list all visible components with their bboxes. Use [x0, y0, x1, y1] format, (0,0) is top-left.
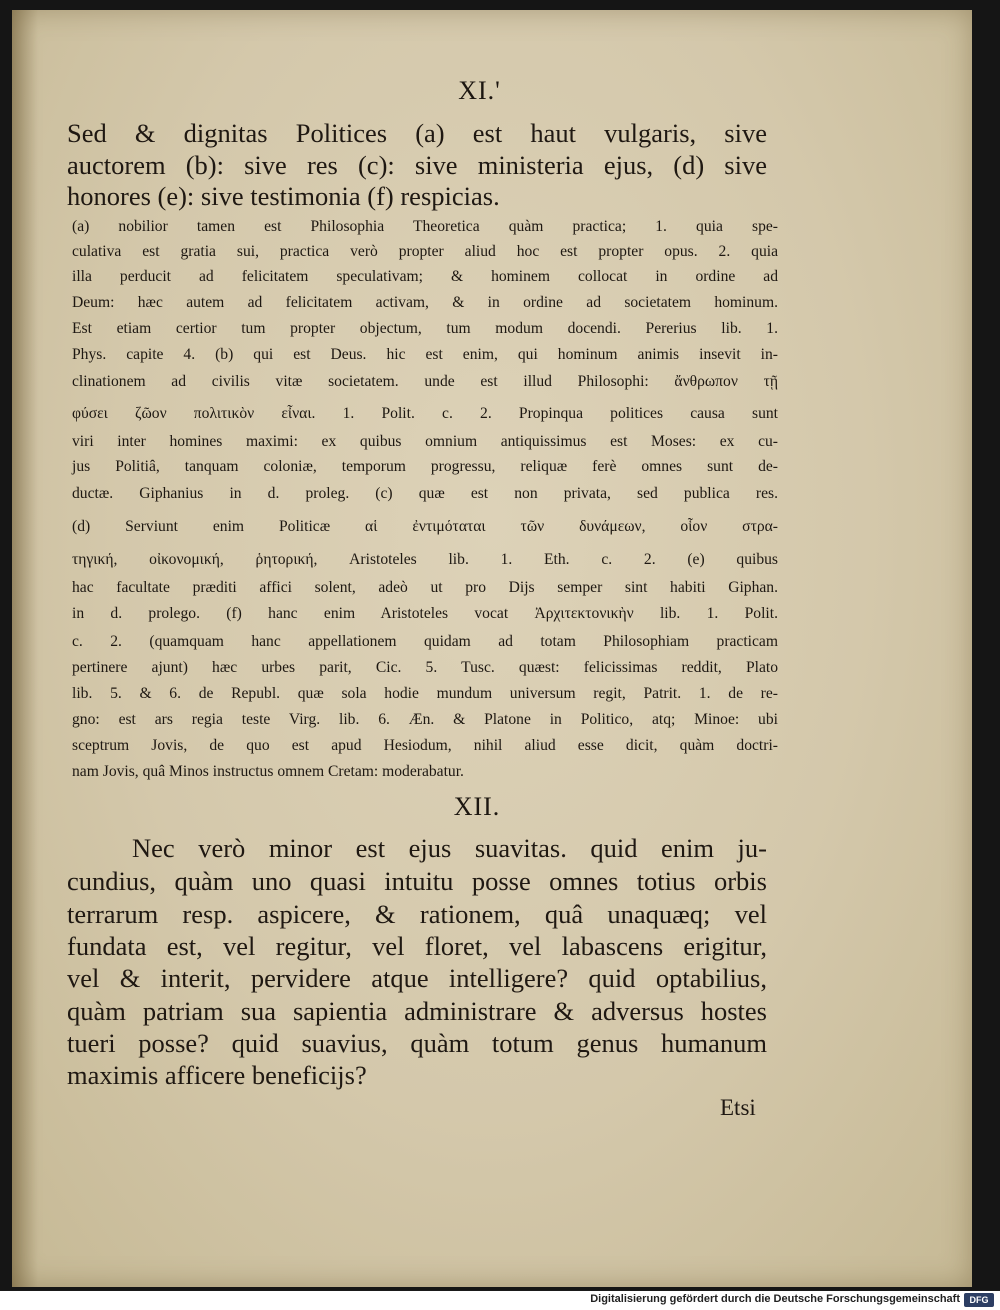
- note-line: c. 2. (quamquam hanc appellationem quidam ad totam Philosophiam practicam: [72, 633, 778, 650]
- note-line: (d) Serviunt enim Politicæ αἱ ἐντιμόταται τῶν δυνάμεων, οἷον στρα-: [72, 518, 778, 535]
- note-line: in d. prolego. (f) hanc enim Aristoteles vocat Ἀρχιτεκτονικὴν lib. 1. Polit.: [72, 605, 778, 622]
- main-text-line: honores (e): sive testimonia (f) respicias.: [67, 181, 500, 211]
- note-line: hac facultate præditi affici solent, adeò ut pro Dijs semper sint habiti Giphan.: [72, 579, 778, 596]
- note-line: nam Jovis, quâ Minos instructus omnem Cretam: moderabatur.: [72, 763, 464, 780]
- catchword: Etsi: [720, 1095, 756, 1120]
- section-heading-xi: XI.': [458, 76, 501, 105]
- footer-bar: [0, 1291, 1000, 1310]
- main-text-line: Nec verò minor est ejus suavitas. quid enim ju-: [132, 833, 767, 863]
- note-line: Deum: hæc autem ad felicitatem activam, & in ordine ad societatem hominum.: [72, 294, 778, 311]
- note-line: pertinere ajunt) hæc urbes parit, Cic. 5. Tusc. quæst: felicissimas reddit, Plato: [72, 659, 778, 676]
- note-line: culativa est gratia sui, practica verò propter aliud hoc est propter opus. 2. quia: [72, 243, 778, 260]
- main-text-line: cundius, quàm uno quasi intuitu posse omnes totius orbis: [67, 866, 767, 896]
- book-page: [12, 10, 972, 1287]
- note-line: viri inter homines maximi: ex quibus omnium antiquissimus est Moses: ex cu-: [72, 433, 778, 450]
- note-line: gno: est ars regia teste Virg. lib. 6. Æn. & Platone in Politico, atq; Minoe: ubi: [72, 711, 778, 728]
- funding-notice: Digitalisierung gefördert durch die Deutsche Forschungsgemeinschaft: [590, 1293, 960, 1305]
- note-line: sceptrum Jovis, de quo est apud Hesiodum, nihil aliud esse dicit, quàm doctri-: [72, 737, 778, 754]
- main-text-line: fundata est, vel regitur, vel floret, vel labascens erigitur,: [67, 931, 767, 961]
- note-line: Phys. capite 4. (b) qui est Deus. hic est enim, qui hominum animis insevit in-: [72, 346, 778, 363]
- note-line: ductæ. Giphanius in d. proleg. (c) quæ est non privata, sed publica res.: [72, 485, 778, 502]
- note-line: illa perducit ad felicitatem speculativam; & hominem collocat in ordine ad: [72, 268, 778, 285]
- note-line: (a) nobilior tamen est Philosophia Theoretica quàm practica; 1. quia spe-: [72, 218, 778, 235]
- main-text-line: auctorem (b): sive res (c): sive ministeria ejus, (d) sive: [67, 150, 767, 180]
- main-text-line: Sed & dignitas Politices (a) est haut vulgaris, sive: [67, 118, 767, 148]
- note-line: clinationem ad civilis vitæ societatem. unde est illud Philosophi: ἄνθρωπον τῇ: [72, 373, 778, 390]
- note-line: φύσει ζῶον πολιτικὸν εἶναι. 1. Polit. c. 2. Propinqua politices causa sunt: [72, 405, 778, 422]
- dfg-logo: DFG: [964, 1293, 994, 1307]
- main-text-line: quàm patriam sua sapientia administrare & adversus hostes: [67, 996, 767, 1026]
- note-line: Est etiam certior tum propter objectum, tum modum docendi. Pererius lib. 1.: [72, 320, 778, 337]
- main-text-line: vel & interit, pervidere atque intelligere? quid optabilius,: [67, 963, 767, 993]
- section-heading-xii: XII.: [453, 792, 501, 821]
- main-text-line: maximis afficere beneficijs?: [67, 1060, 367, 1090]
- note-line: jus Politiâ, tanquam coloniæ, temporum progressu, reliquæ ferè omnes sunt de-: [72, 458, 778, 475]
- note-line: τηγική, οἰκονομική, ῥητορική, Aristoteles lib. 1. Eth. c. 2. (e) quibus: [72, 551, 778, 568]
- main-text-line: terrarum resp. aspicere, & rationem, quâ unaquæq; vel: [67, 899, 767, 929]
- note-line: lib. 5. & 6. de Republ. quæ sola hodie mundum universum regit, Patrit. 1. de re-: [72, 685, 778, 702]
- main-text-line: tueri posse? quid suavius, quàm totum genus humanum: [67, 1028, 767, 1058]
